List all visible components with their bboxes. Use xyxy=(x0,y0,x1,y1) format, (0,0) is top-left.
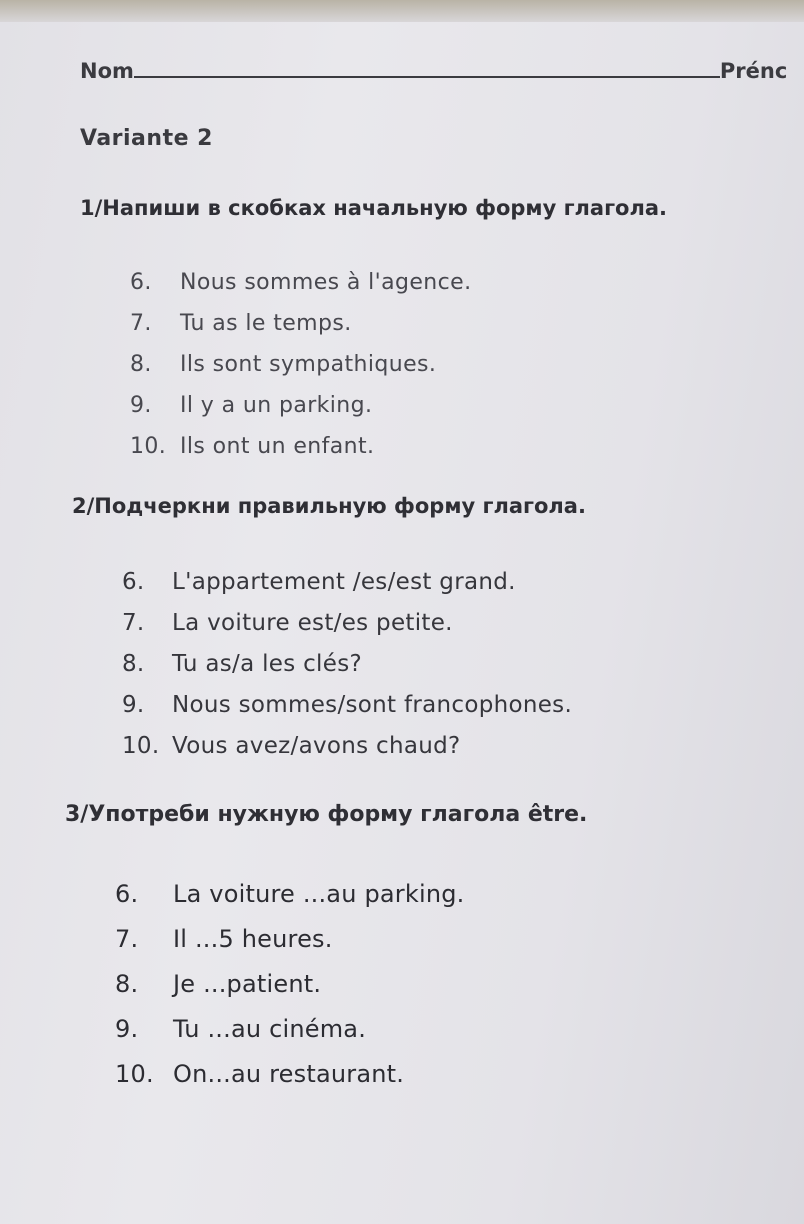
section-2-title: 2/Подчеркни правильную форму глагола. xyxy=(72,494,586,518)
list-item: 10. Vous avez/avons chaud? xyxy=(122,733,461,759)
section-3-list xyxy=(115,872,465,1097)
section-3-title: 3/Употреби нужную форму глагола être. xyxy=(65,802,588,827)
section-1-title: 1/Напиши в скобках начальную форму глагола. xyxy=(80,196,668,220)
list-item: 9. Nous sommes/sont francophones. xyxy=(122,692,573,718)
firstname-label: Prénc xyxy=(719,59,788,83)
list-item: 8. Je ...patient. xyxy=(115,970,322,998)
page-top-edge xyxy=(0,0,804,22)
list-item: 10. On...au restaurant. xyxy=(115,1060,405,1088)
name-label: Nom xyxy=(80,59,134,83)
list-item: 7. La voiture est/es petite. xyxy=(122,610,453,636)
name-line xyxy=(80,58,787,83)
list-item: 6. L'appartement /es/est grand. xyxy=(122,569,516,595)
list-item: 6. Nous sommes à l'agence. xyxy=(130,270,472,295)
list-item: 8. Ils sont sympathiques. xyxy=(130,352,437,377)
list-item: 8. Tu as/a les clés? xyxy=(122,651,362,677)
list-item: 9. Il y a un parking. xyxy=(130,393,373,418)
variant-title: Variante 2 xyxy=(80,126,213,151)
name-blank xyxy=(134,58,720,78)
section-2-list xyxy=(122,562,572,767)
list-item: 7. Tu as le temps. xyxy=(130,311,352,336)
list-item: 10. Ils ont un enfant. xyxy=(130,434,375,459)
list-item: 6. La voiture ...au parking. xyxy=(115,880,465,908)
list-item: 9. Tu ...au cinéma. xyxy=(115,1015,367,1043)
section-1-list xyxy=(130,262,471,467)
list-item: 7. Il ...5 heures. xyxy=(115,925,333,953)
